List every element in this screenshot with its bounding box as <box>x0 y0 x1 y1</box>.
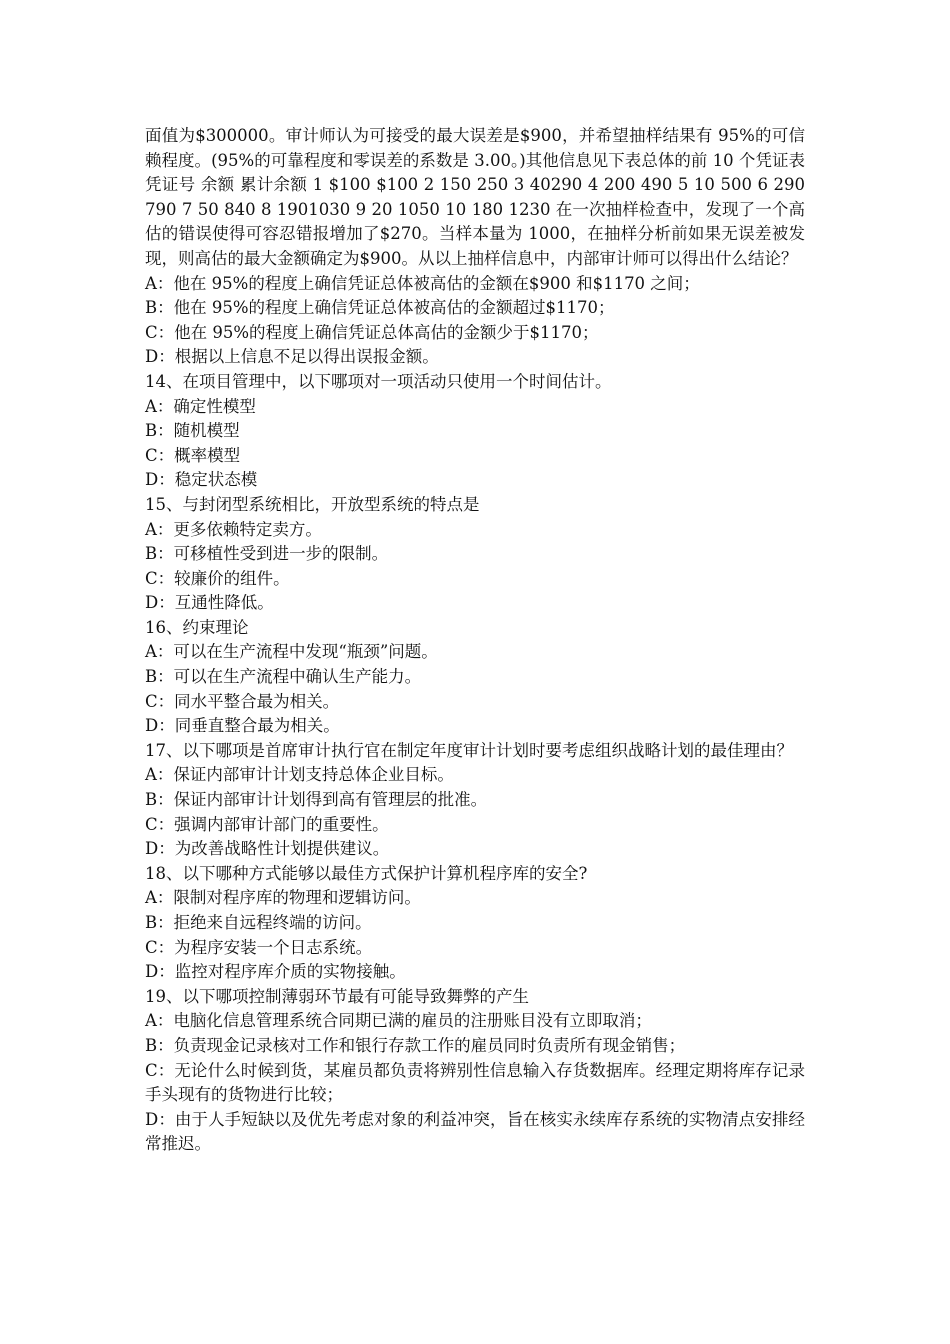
question-14-stem: 14、在项目管理中，以下哪项对一项活动只使用一个时间估计。 <box>145 371 612 391</box>
question-19-stem: 19、以下哪项控制薄弱环节最有可能导致舞弊的产生 <box>145 986 529 1006</box>
question-13-stem: 面值为$300000。审计师认为可接受的最大误差是$900，并希望抽样结果有 95%的可信赖程度。(95%的可靠程度和零误差的系数是 3.00。)其他信息见下表总体的前 10 个凭证表 凭证号 余额 累计余额 1 $100 $100 2 150 250 3 40290 4 200 490 5 10 500 6 290 790 7 50 840 8 1901030 9 20 1050 10 180 1230 在一次抽样检查中，发现了一个高估的错误使得可容忍错报增加了$270。当样本量为 1000，在抽样分析前如果无误差被发现，则高估的最大金额确定为$900。从以上抽样信息中，内部审计师可以得出什么结论？ <box>145 126 805 268</box>
question-18-stem: 18、以下哪种方式能够以最佳方式保护计算机程序库的安全? <box>145 863 588 883</box>
question-17-option-b: B：保证内部审计计划得到高有管理层的批准。 <box>145 790 488 810</box>
question-19-option-b: B：负责现金记录核对工作和银行存款工作的雇员同时负责所有现金销售； <box>145 1035 686 1055</box>
document-body <box>145 124 805 1157</box>
question-15-stem: 15、与封闭型系统相比，开放型系统的特点是 <box>145 494 480 514</box>
question-15-option-a: A：更多依赖特定卖方。 <box>145 519 322 539</box>
question-16-option-c: C：同水平整合最为相关。 <box>145 691 340 711</box>
question-17-option-c: C：强调内部审计部门的重要性。 <box>145 814 389 834</box>
question-17-stem: 17、以下哪项是首席审计执行官在制定年度审计计划时要考虑组织战略计划的最佳理由？ <box>145 740 793 760</box>
question-14-option-c: C：概率模型 <box>145 445 241 465</box>
question-18-option-d: D：监控对程序库介质的实物接触。 <box>145 962 406 982</box>
question-16-stem: 16、约束理论 <box>145 617 249 637</box>
question-19-option-d: D：由于人手短缺以及优先考虑对象的利益冲突，旨在核实永续库存系统的实物清点安排经常推迟。 <box>145 1109 805 1154</box>
question-19-option-a: A：电脑化信息管理系统合同期已满的雇员的注册账目没有立即取消； <box>145 1011 652 1031</box>
question-18-option-c: C：为程序安装一个日志系统。 <box>145 937 373 957</box>
question-16-option-d: D：同垂直整合最为相关。 <box>145 716 340 736</box>
question-15-option-b: B：可移植性受到进一步的限制。 <box>145 544 389 564</box>
question-18-option-a: A：限制对程序库的物理和逻辑访问。 <box>145 888 421 908</box>
question-15-option-d: D：互通性降低。 <box>145 593 274 613</box>
question-16-option-b: B：可以在生产流程中确认生产能力。 <box>145 667 422 687</box>
question-17-option-a: A：保证内部审计计划支持总体企业目标。 <box>145 765 454 785</box>
question-19-option-c: C：无论什么时候到货，某雇员都负责将辨别性信息输入存货数据库。经理定期将库存记录手头现有的货物进行比较； <box>145 1060 805 1105</box>
question-14-option-a: A：确定性模型 <box>145 396 256 416</box>
question-17-option-d: D：为改善战略性计划提供建议。 <box>145 839 390 859</box>
question-13-option-d: D：根据以上信息不足以得出误报金额。 <box>145 347 439 367</box>
question-14-option-b: B：随机模型 <box>145 421 240 441</box>
question-13-option-c: C：他在 95%的程度上确信凭证总体高估的金额少于$1170； <box>145 322 599 342</box>
question-15-option-c: C：较廉价的组件。 <box>145 568 290 588</box>
question-13-option-a: A：他在 95%的程度上确信凭证总体被高估的金额在$900 和$1170 之间； <box>145 273 700 293</box>
question-18-option-b: B：拒绝来自远程终端的访问。 <box>145 913 372 932</box>
question-13-option-b: B：他在 95%的程度上确信凭证总体被高估的金额超过$1170； <box>145 298 615 318</box>
question-14-option-d: D：稳定状态模 <box>145 470 258 490</box>
question-16-option-a: A：可以在生产流程中发现“瓶颈”问题。 <box>145 642 438 662</box>
